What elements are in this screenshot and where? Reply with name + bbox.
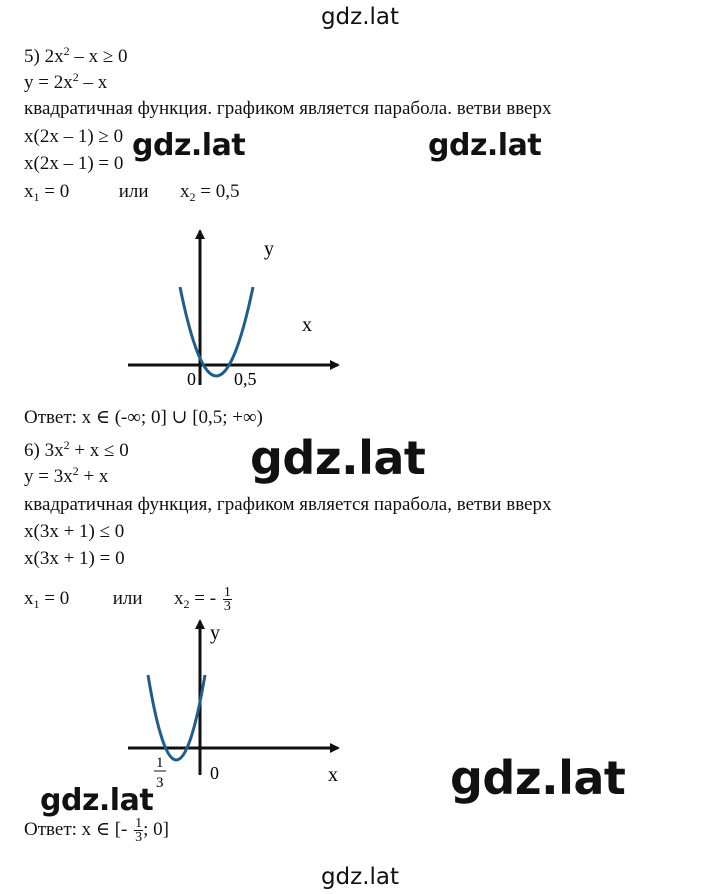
fraction-numerator: 1 — [135, 816, 143, 832]
task6-answer-suffix: ; 0] — [143, 819, 169, 840]
task5-or: или — [118, 181, 149, 202]
fraction-numerator: 1 — [223, 585, 231, 601]
x-axis-label: x — [328, 764, 338, 786]
task6-label: 6) — [24, 440, 40, 461]
task6-factored-inequality: x(3x + 1) ≤ 0 — [24, 521, 125, 542]
task6-ineq-left: 3x — [44, 440, 64, 461]
watermark-overlay: gdz.lat — [428, 128, 542, 163]
task6-root1-val: = 0 — [39, 588, 70, 609]
root-numerator: 1 — [156, 755, 164, 771]
task6-graph — [120, 615, 360, 795]
task5-root2-val: = 0,5 — [195, 181, 240, 202]
task6-func-left: y = 3x — [24, 466, 73, 487]
square-exponent: 2 — [63, 44, 70, 58]
task5-factored-equation: x(2x – 1) = 0 — [24, 153, 124, 174]
x-axis-label: x — [302, 314, 312, 336]
task6-root1-sub: 1 — [33, 597, 40, 611]
task5-root1-sub: 1 — [33, 190, 40, 204]
fraction-denominator: 3 — [223, 599, 231, 615]
task5-label: 5) — [24, 46, 40, 67]
task5-roots — [24, 181, 240, 203]
task5-inequality — [24, 46, 128, 68]
task5-function — [24, 72, 107, 94]
task5-ineq-right: – x ≥ 0 — [69, 46, 128, 67]
task5-graph — [120, 225, 350, 395]
task6-function — [24, 466, 108, 488]
square-exponent: 2 — [72, 464, 79, 478]
task6-inequality — [24, 440, 129, 462]
task5-root2-sub: 2 — [189, 190, 196, 204]
task6-func-right: + x — [78, 466, 109, 487]
task6-root2-val: = - — [189, 588, 217, 609]
task5-func-left: y = 2x — [24, 72, 73, 93]
task6-root2-sub: 2 — [183, 597, 190, 611]
task5-ineq-left: 2x — [44, 46, 64, 67]
task5-root1-var: x — [24, 181, 34, 202]
task6-answer-fraction — [134, 817, 143, 844]
square-exponent: 2 — [63, 438, 70, 452]
task5-func-right: – x — [78, 72, 108, 93]
task6-or: или — [112, 588, 143, 609]
task5-description: квадратичная функция. графиком является парабола. ветви вверх — [24, 98, 552, 119]
task5-answer: Ответ: x ∈ (-∞; 0] ∪ [0,5; +∞) — [24, 407, 263, 428]
root-label: 0,5 — [234, 369, 257, 389]
zero-label: 0 — [187, 369, 196, 389]
task5-root2-var: x — [180, 181, 190, 202]
header-watermark: gdz.lat — [320, 4, 400, 30]
watermark-overlay: gdz.lat — [450, 751, 626, 805]
footer-watermark: gdz.lat — [320, 864, 400, 890]
fraction-denominator: 3 — [135, 830, 143, 846]
y-axis-label: y — [264, 238, 274, 260]
task6-factored-equation: x(3x + 1) = 0 — [24, 548, 125, 569]
task6-answer — [24, 816, 169, 844]
task5-root1-val: = 0 — [39, 181, 70, 202]
square-exponent: 2 — [72, 70, 79, 84]
watermark-overlay: gdz.lat — [40, 783, 154, 818]
y-axis-label: y — [210, 622, 220, 644]
root-denominator: 3 — [156, 775, 164, 791]
zero-label: 0 — [210, 763, 219, 783]
watermark-overlay: gdz.lat — [250, 431, 426, 485]
watermark-overlay: gdz.lat — [132, 128, 246, 163]
task6-root1-var: x — [24, 588, 34, 609]
task6-ineq-right: + x ≤ 0 — [69, 440, 129, 461]
task6-roots — [24, 585, 232, 613]
task6-description: квадратичная функция, графиком является парабола, ветви вверх — [24, 494, 552, 515]
task6-root2-var: x — [174, 588, 184, 609]
parabola-curve — [180, 287, 253, 376]
task6-root2-fraction — [223, 586, 232, 613]
task6-answer-prefix: Ответ: x ∈ [- — [24, 819, 128, 840]
task5-factored-inequality: x(2x – 1) ≥ 0 — [24, 126, 124, 147]
